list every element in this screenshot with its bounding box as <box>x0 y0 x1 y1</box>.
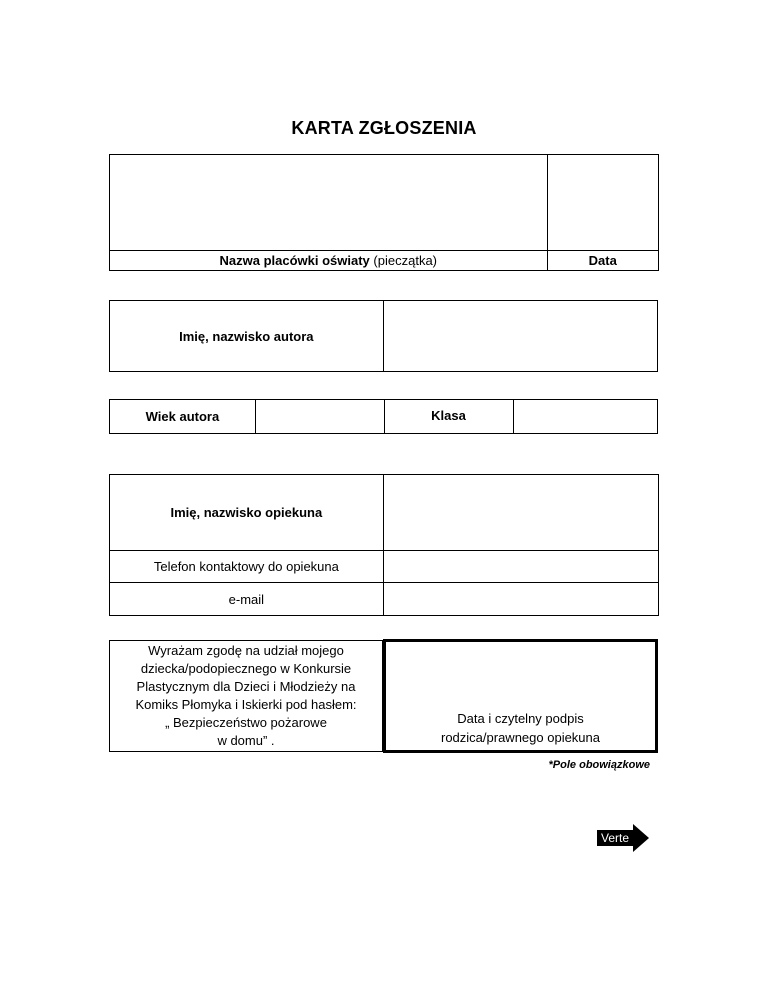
signature-label-line: rodzica/prawnego opiekuna <box>441 730 600 745</box>
consent-line: w domu” . <box>217 733 275 748</box>
institution-table <box>109 154 659 271</box>
consent-line: Plastycznym dla Dzieci i Młodzieży na <box>136 679 356 694</box>
author-name-label: Imię, nazwisko autora <box>110 301 384 372</box>
verte-arrow <box>597 824 649 852</box>
author-name-field[interactable] <box>383 301 657 372</box>
consent-line: dziecka/podopiecznego w Konkursie <box>140 661 352 676</box>
author-age-label: Wiek autora <box>110 400 256 434</box>
required-fields-note: *Pole obowiązkowe <box>548 759 650 771</box>
consent-line: „ Bezpieczeństwo pożarowe <box>165 715 327 730</box>
consent-line: Wyrażam zgodę na udział mojego <box>148 643 344 658</box>
author-class-field[interactable] <box>513 400 657 434</box>
signature-field[interactable] <box>383 639 658 753</box>
signature-label <box>386 709 655 747</box>
signature-label-line: Data i czytelny podpis <box>457 711 584 726</box>
institution-name-label-bold: Nazwa placówki oświaty <box>219 253 370 268</box>
form-title: KARTA ZGŁOSZENIA <box>291 118 477 138</box>
institution-name-label <box>110 251 548 271</box>
author-class-label: Klasa <box>384 400 513 434</box>
date-label: Data <box>547 251 658 271</box>
guardian-email-field[interactable] <box>383 583 658 616</box>
institution-name-label-hint: (pieczątka) <box>373 253 437 268</box>
guardian-table <box>109 474 659 616</box>
guardian-email-label: e-mail <box>110 583 384 616</box>
guardian-name-label: Imię, nazwisko opiekuna <box>110 475 384 551</box>
guardian-phone-field[interactable] <box>383 551 658 583</box>
date-field[interactable] <box>547 155 658 251</box>
verte-label: Verte <box>601 831 630 845</box>
guardian-name-field[interactable] <box>383 475 658 551</box>
author-age-class-table <box>109 399 658 434</box>
institution-stamp-field[interactable] <box>110 155 548 251</box>
guardian-phone-label: Telefon kontaktowy do opiekuna <box>110 551 384 583</box>
consent-line: Komiks Płomyka i Iskierki pod hasłem: <box>135 697 357 712</box>
author-name-table <box>109 300 658 372</box>
author-age-field[interactable] <box>255 400 384 434</box>
consent-text <box>109 640 383 752</box>
